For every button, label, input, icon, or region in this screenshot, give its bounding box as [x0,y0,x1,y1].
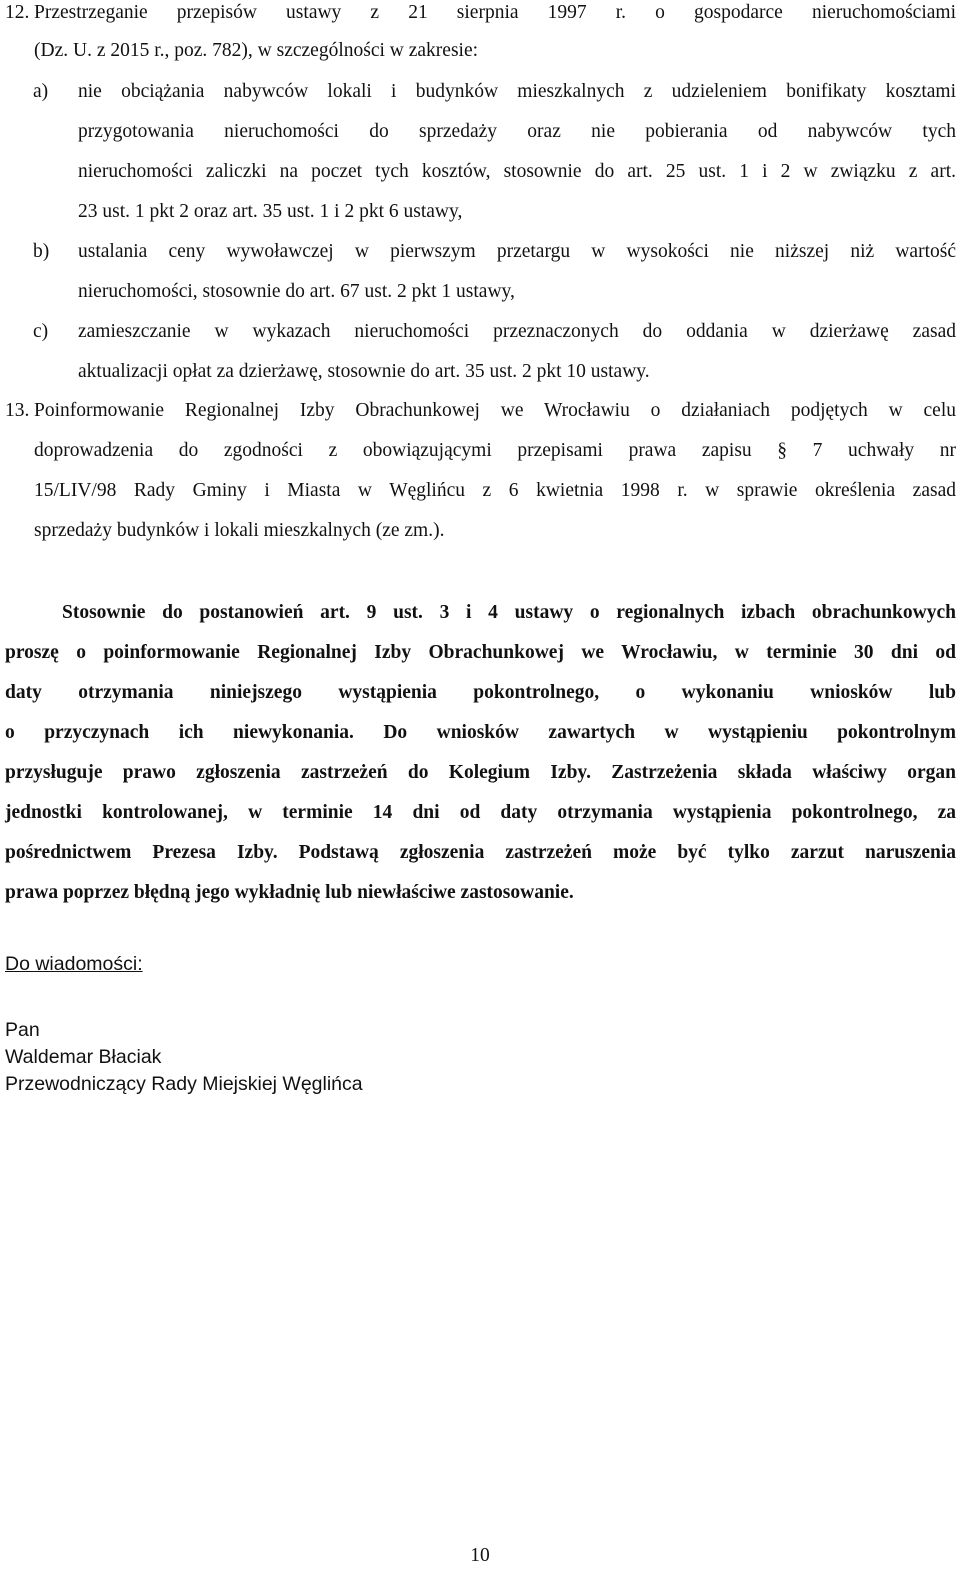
sub-item-line: zamieszczanie w wykazach nieruchomości przeznaczonych do oddania w dzierżawę zasad [78,321,956,342]
recipient-salutation: Pan [5,1019,40,1041]
closing-line: jednostki kontrolowanej, w terminie 14 dni od daty otrzymania wystąpienia pokontrolnego, za [5,802,956,823]
closing-line: proszę o poinformowanie Regionalnej Izby Obrachunkowej we Wrocławiu, w terminie 30 dni od [5,642,956,663]
item-text: sprzedaży budynków i lokali mieszkalnych (ze zm.). [34,520,445,541]
item-text: Poinformowanie Regionalnej Izby Obrachunkowej we Wrocławiu o działaniach podjętych w celu [34,400,956,421]
item-number: 12. [5,2,30,23]
sub-item-line: przygotowania nieruchomości do sprzedaży oraz nie pobierania od nabywców tych [78,121,956,142]
recipient-name: Waldemar Błaciak [5,1046,162,1068]
item-12-line-2: (Dz. U. z 2015 r., poz. 782), w szczególności w zakresie: [34,40,479,61]
item-text: 15/LIV/98 Rady Gminy i Miasta w Węglińcu z 6 kwietnia 1998 r. w sprawie określenia zasad [34,480,956,501]
sub-item-letter: c) [33,321,49,342]
recipient-heading: Do wiadomości: [5,953,143,975]
page-number: 10 [470,1545,490,1566]
closing-line: pośrednictwem Prezesa Izby. Podstawą zgłoszenia zastrzeżeń może być tylko zarzut naruszenia [5,842,956,863]
item-number: 13. [5,400,30,421]
sub-item-line: aktualizacji opłat za dzierżawę, stosownie do art. 35 ust. 2 pkt 10 ustawy. [78,361,650,382]
closing-line: daty otrzymania niniejszego wystąpienia pokontrolnego, o wykonaniu wniosków lub [5,682,956,703]
sub-item-line: 23 ust. 1 pkt 2 oraz art. 35 ust. 1 i 2 pkt 6 ustawy, [78,201,463,222]
closing-line: o przyczynach ich niewykonania. Do wniosków zawartych w wystąpieniu pokontrolnym [5,722,956,743]
sub-item-line: ustalania ceny wywoławczej w pierwszym przetargu w wysokości nie niższej niż wartość [78,241,956,262]
recipient-title: Przewodniczący Rady Miejskiej Węglińca [5,1073,363,1095]
sub-item-letter: b) [33,241,50,262]
sub-item-line: nieruchomości, stosownie do art. 67 ust. 2 pkt 1 ustawy, [78,281,515,302]
sub-item-line: nieruchomości zaliczki na poczet tych kosztów, stosownie do art. 25 ust. 1 i 2 w związku z art. [78,161,956,182]
item-12-line-1 [5,0,956,26]
sub-item-line: nie obciążania nabywców lokali i budynków mieszkalnych z udzieleniem bonifikaty kosztami [78,81,956,102]
sub-item-letter: a) [33,81,49,102]
closing-line: Stosownie do postanowień art. 9 ust. 3 i 4 ustawy o regionalnych izbach obrachunkowych [62,602,956,623]
closing-line: prawa poprzez błędną jego wykładnię lub niewłaściwe zastosowanie. [5,882,574,903]
item-text: Przestrzeganie przepisów ustawy z 21 sierpnia 1997 r. o gospodarce nieruchomościami [34,2,956,23]
item-text: doprowadzenia do zgodności z obowiązującymi przepisami prawa zapisu § 7 uchwały nr [34,440,956,461]
closing-line: przysługuje prawo zgłoszenia zastrzeżeń do Kolegium Izby. Zastrzeżenia składa właściwy organ [5,762,956,783]
